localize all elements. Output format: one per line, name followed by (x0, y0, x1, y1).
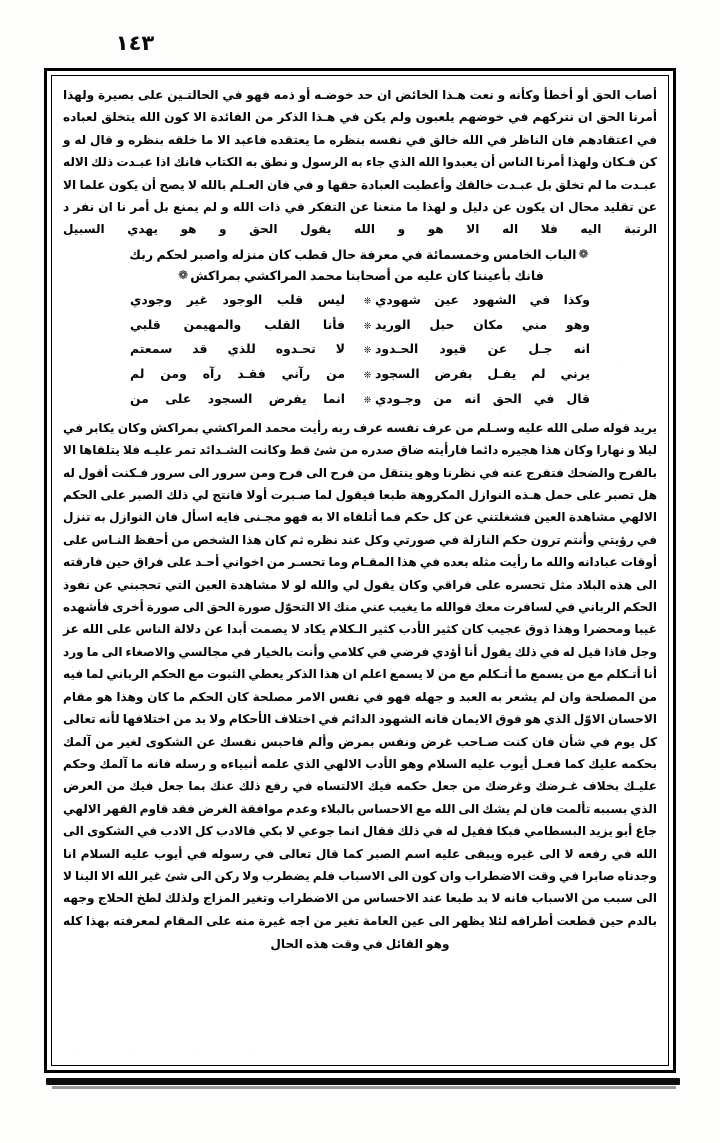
hemistich-second: ليس قلب الوجود غير وجودي (130, 291, 345, 307)
poem-verse (63, 388, 657, 413)
poem (63, 289, 657, 413)
page-frame-outer (44, 68, 676, 1073)
verse-separator-icon: ❊ (363, 296, 371, 307)
verse-separator-icon: ❊ (363, 346, 371, 357)
verse-separator-icon: ❊ (363, 321, 371, 332)
chapter-heading-line-2 (63, 265, 657, 287)
plate-edge-rule (46, 1078, 680, 1085)
hemistich-first: قال في الحق انه من وجـودي (375, 391, 590, 407)
chapter-heading (63, 244, 657, 287)
hemistich-second: من رآني فقـد رآه ومن لم (130, 366, 345, 382)
hemistich-second: انما يفرض السجود على من (130, 391, 345, 407)
body-paragraph: يريد قوله صلى الله عليه وسـلم من عرف نفسه عرف ربه رأيت محمد المراكشي بمراكش وكان يكابر في ليلا و نهارا وكان هذا هجيره دائما فارأيته ضاق صدره من شئ قط وكانت الشـدائد تمر عليـه فلا يتلقاها الا بالفرح والضحك فتفرج عنه في نظرنا وهو ينتقل من فرح الى فرح ومن سرور الى سرور فـكنت أقول له هل تصبر على حمل هـذه النوازل المكروهة طبعا فيقول لما صـبرت أولا فانتج لي ذلك الصبر على الحكم الالهي مشاهدة العين فشغلتني عن كل حكم فما أتلقاه الا به فهو مجـنى فايه اسأل فان النوازل به تنزل في رؤيتي وأنتم ترون حكم النازلة في صورتي وكل عند نظره ثم كان هذا الشخص من أحفظ النـاس على أوقات عبادانه والله ما رأيت مثله بعده في هذا المقـام وما تحسـر من اخواني أحـد على فراق حين فارقته الى هذه البلاد مثل تحسره على فراقي وكان يقول لي والله لو لا مشاهدة العين التي تحجبني عن نفوذ الحكم الرباني في لسافرت معك فوالله ما يغيب عني منك الا التحوّل صورة الحق الى صورة أخرى فأشهده غيبا ومحضرا وهذا ذوق عجيب كان كثير الأدب كثير الـكلام يكاد لا يصمت أبدا عن دلالة الناس على الله عز وجل فاذا قيل له في ذلك يقول أنا أؤدي فرضي في كلامي وأنت بالخيار في مجالسي والاصغاء الى ما ورد أنا أتـكلم مع من يسمع ما أتـكلم مع من لا يسمع اعلم ان هذا الذكر يعطي الثبوت مع الحكم الرباني لما فيه من المصلحة وان لم يشعر به العبد و جهله فهو في نفس الامر مصلحة كان الحكم ما كان وهذا هو مقام الاحسان الاوّل الذي هو فوق الايمان فانه الشهود الدائم في اختلاف الأحكام ولا بد من اختلافها لأنه تعالى كل يوم في شأن فان كنت صـاحب غرض ونفس بمرض وألم فاحبس نفسك عن الشكوى لغير من آلمك بحكمه عليك كما فعـل أيوب عليه السلام وهو الأدب الالهي الذي علمه أنبياءه و رسله فانه ما آلمك وحكم عليـك بخلاف غـرضك وغرضك من جعل حكمه فيك الالتساه في رفع ذلك عنك بما جعل فيك من العرض الذي بسببه تألمت فان لم يشك الى الله مع الاحساس بالبلاء وعدم موافقة الغرض فقد قاوم القهر الالهي جاع أبو يزيد البسطامي فبكا فقيل له في ذلك فقال انما جوعي لا بكي فالادب كل الادب في الشكوى الى الله في رفعه لا الى غيره ويبقى عليه اسم الصبر كما قال تعالى في رسوله في أيوب عليه السلام انا وجدناه صابرا في وقت الاضطراب وان كون الى الاسباب فلم يضطرب ولا ركن الى شئ غير الله الا الينا لا الى سبب من الاسباب فانه لا بد طبعا عند الاحساس من الاضطراب وتغير المزاج ولذلك لطخ الحلاج وجهه بالدم حين قطعت أطرافه لئلا يظهر الى عين العامة تغير من اجه غيرة منه على المقام لمعرفته بهذا كله (63, 420, 657, 928)
hemistich-first: وهو مني مكان حبل الوريد (375, 316, 590, 332)
chapter-heading-text-1: الباب الخامس وخمسمائة في معرفة حال قطب كان منزله واصبر لحكم ربك (129, 246, 577, 262)
hemistich-second: فأنا القلب والمهيمن قلبي (130, 316, 345, 332)
poem-verse (63, 314, 657, 339)
hemistich-first: وكذا في الشهود عين شهودي (375, 291, 590, 307)
page-number: ١٤٣ (115, 31, 155, 55)
text-block (63, 84, 657, 968)
chapter-heading-line-1 (63, 244, 657, 266)
ornament-icon: ❁ (578, 246, 589, 261)
verse-separator-icon: ❊ (363, 396, 371, 407)
hemistich-second: لا تحـدوه للذي قد سمعتم (130, 341, 345, 357)
hemistich-first: يرني لم يفـل بفرض السجود (375, 366, 590, 382)
plate-edge-rule-secondary (52, 1086, 676, 1089)
poem-verse (63, 289, 657, 314)
hemistich-first: انه جـل عن قيود الحـدود (375, 341, 590, 357)
ornament-icon: ❁ (178, 268, 189, 283)
poem-verse (63, 363, 657, 388)
closing-line: وهو القائل في وقت هذه الحال (270, 937, 450, 952)
poem-verse (63, 338, 657, 363)
page-frame-inner (51, 75, 669, 1066)
opening-paragraph: أصاب الحق أو أخطأ وكأنه و نعت هـذا الخائض ان حد خوضـه أو ذمه فهو في الحالتـين على بصيرة ولهذا أمرنا الحق ان نتركهم في خوضهم يلعبون ولم يكن في هـذا الذكر من الفائدة الا كون الله يتخلق لعباده في اعتقادهم فان الناظر في الله خالق في نفسه بنظره ما يعتقده فاعبد الا ما خلقه بنظره و قال له و كن فـكان ولهذا أمرنا الناس أن يعبدوا الله الذي جاء به الرسول و نطق به الكتاب فانك اذا عبـدت ذلك الاله عبـدت ما لم تخلق بل عبـدت خالقك وأعطيت العبادة حقها و في فان العـلم بالله لا يصح أن يكون علما الا عن تقليد محال ان يكون عن دليل و لهذا ما منعنا عن التفكر في ذات الله و لم يمنع بل أمر نا ان نفر د الرتبة اليه فلا اله الا هو و الله يقول الحق و هو يهدي السبيل (63, 88, 657, 237)
verse-separator-icon: ❊ (363, 371, 371, 382)
chapter-heading-text-2: فانك بأعيننا كان عليه من أصحابنا محمد المراكشي بمراكش (190, 268, 544, 284)
